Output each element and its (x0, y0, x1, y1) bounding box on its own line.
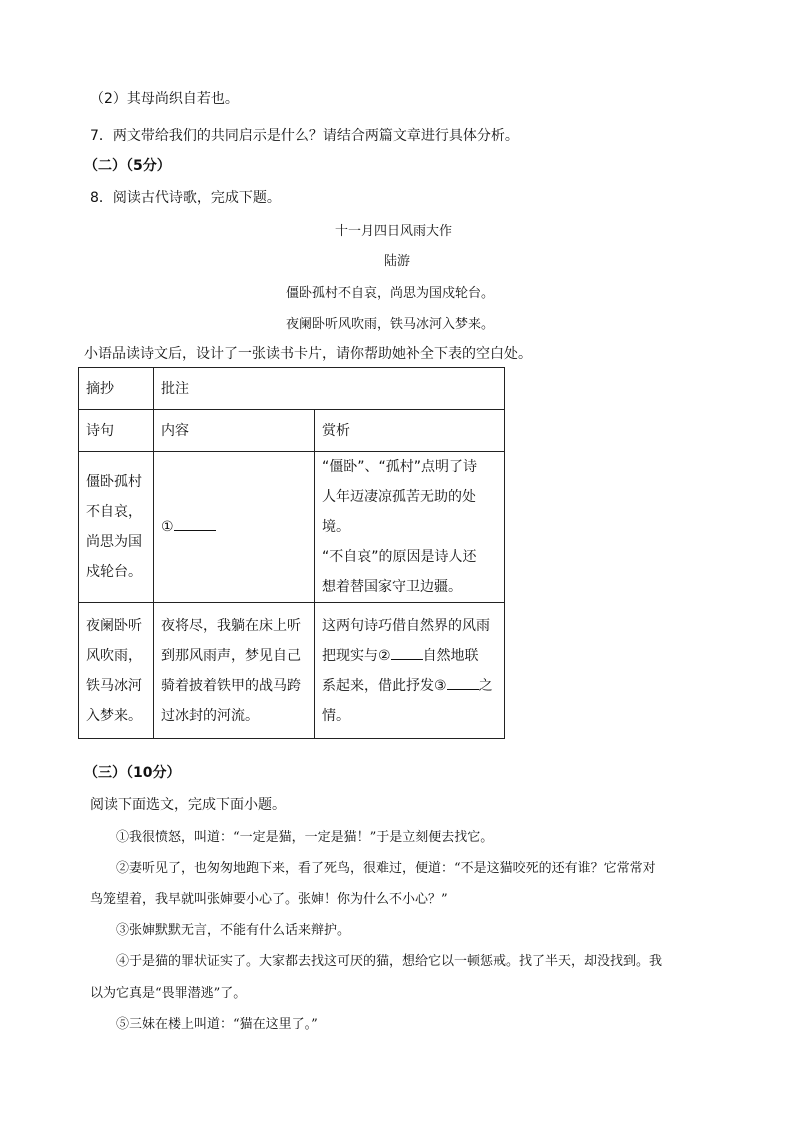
table-header-row-2 (79, 410, 505, 452)
section-heading-2: （二）（5分） (84, 158, 171, 174)
text-line: 不自哀， (86, 504, 142, 520)
header-analysis: 赏析 (315, 410, 505, 452)
answer-blank-3[interactable] (447, 675, 479, 690)
text-line: 人年迈凄凉孤苦无助的处境。 (322, 489, 476, 535)
poem-author: 陆游 (384, 254, 411, 269)
text-line: 骑着披着铁甲的战马跨 (161, 677, 301, 694)
header-note: 批注 (154, 368, 505, 410)
row2-content (154, 603, 315, 739)
passage-paragraph-5: ⑤三妹在楼上叫道：“猫在这里了。” (116, 1017, 318, 1032)
text-line: 戍轮台。 (86, 564, 142, 580)
text-line: 入梦来。 (86, 707, 142, 724)
header-content: 内容 (154, 410, 315, 452)
table-header-row-1 (79, 368, 505, 410)
passage-paragraph-4: ④于是猫的罪状证实了。大家都去找这可厌的猫，想给它以一顿惩戒。找了半天，却没找到。我 (116, 954, 663, 969)
text-line: 僵卧孤村 (86, 474, 142, 490)
text-line: 尚思为国 (86, 534, 142, 550)
text-line: 想着替国家守卫边疆。 (322, 579, 462, 595)
passage-paragraph-2-cont: 鸟笼望着，我早就叫张婶要小心了。张婶！你为什么不小心？” (90, 892, 448, 907)
text-line: 夜将尽，我躺在床上听 (161, 617, 301, 634)
text-segment: 之 (478, 677, 493, 694)
table-row-2 (79, 603, 505, 739)
poem-line-2: 夜阑卧听风吹雨，铁马冰河入梦来。 (286, 317, 495, 332)
card-instruction: 小语品读诗文后，设计了一张读书卡片，请你帮助她补全下表的空白处。 (84, 346, 532, 362)
passage-paragraph-2: ②妻听见了，也匆匆地跑下来，看了死鸟，很难过，便道：“不是这猫咬死的还有谁？它常常对 (116, 861, 656, 876)
text-line: 过冰封的河流。 (161, 707, 259, 724)
passage-paragraph-4-cont: 以为它真是“畏罪潜逃”了。 (90, 986, 247, 1001)
row2-analysis (315, 603, 505, 739)
row1-analysis (315, 452, 505, 603)
reading-card-table (78, 367, 505, 739)
header-excerpt: 摘抄 (79, 368, 154, 410)
poem-line-1: 僵卧孤村不自哀，尚思为国戍轮台。 (286, 286, 495, 301)
reading-intro: 阅读下面选文，完成下面小题。 (90, 797, 286, 813)
blank-marker-1: ① (161, 519, 174, 535)
passage-paragraph-1: ①我很愤怒，叫道：“一定是猫，一定是猫！”于是立刻便去找它。 (116, 830, 494, 845)
question-item-2: （2）其母尚织自若也。 (90, 91, 239, 107)
poem-title: 十一月四日风雨大作 (335, 224, 453, 239)
passage-paragraph-3: ③张婶默默无言，不能有什么话来辩护。 (116, 923, 351, 938)
text-line: “不自哀”的原因是诗人还 (322, 549, 477, 565)
text-line: 这两句诗巧借自然界的风雨 (322, 617, 490, 634)
row2-poem-line (79, 603, 154, 739)
text-line: 到那风雨声，梦见自己 (161, 647, 301, 664)
row1-content (154, 452, 315, 603)
text-segment: 系起来，借此抒发③ (322, 677, 447, 694)
row1-poem-line (79, 452, 154, 603)
answer-blank-2[interactable] (391, 645, 423, 660)
text-segment: 把现实与② (322, 647, 391, 664)
text-line: 情。 (322, 707, 350, 724)
answer-blank-1[interactable] (174, 516, 216, 531)
text-line: “僵卧”、“孤村”点明了诗 (322, 459, 478, 475)
table-row-1 (79, 452, 505, 603)
question-8: 8．阅读古代诗歌，完成下题。 (90, 190, 281, 206)
text-line (322, 641, 497, 671)
question-7: 7．两文带给我们的共同启示是什么？请结合两篇文章进行具体分析。 (90, 128, 519, 144)
text-line: 夜阑卧听 (86, 617, 142, 634)
text-line: 风吹雨， (86, 647, 142, 664)
section-heading-3: （三）（10分） (84, 765, 181, 781)
header-line: 诗句 (79, 410, 154, 452)
text-segment: 自然地联 (422, 647, 479, 664)
text-line: 铁马冰河 (86, 677, 142, 694)
text-line (322, 671, 497, 701)
